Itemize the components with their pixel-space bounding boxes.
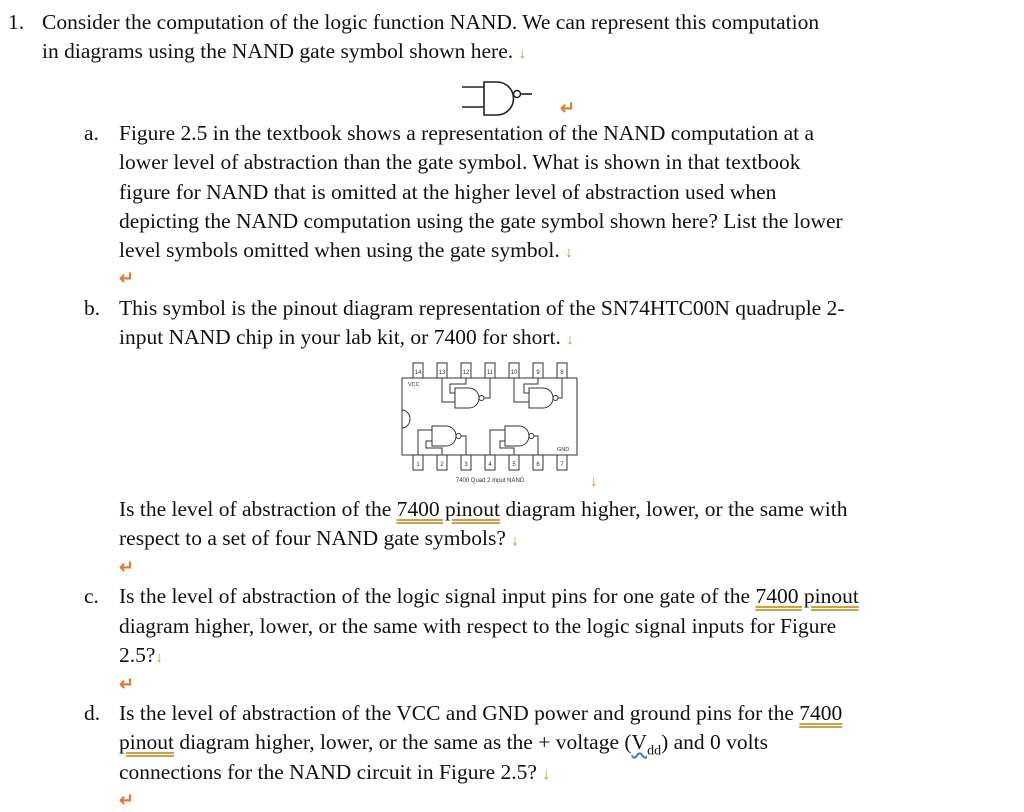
text: Is the level of abstraction of the VCC and GND power and ground pins for the (119, 701, 800, 725)
nand-gate (529, 388, 553, 408)
down-arrow-icon: ↓ (565, 245, 573, 261)
text: respect to a set of four NAND gate symbols? (119, 526, 506, 550)
text: ) and 0 volts (661, 730, 768, 754)
pin-label: 12 (462, 370, 470, 376)
text: level symbols omitted when using the gate symbol. (119, 238, 560, 262)
down-arrow-icon: ↓ (518, 46, 527, 62)
question-line: Consider the computation of the logic function NAND. We can represent this computation (42, 10, 820, 34)
part-d-line (119, 760, 550, 787)
nand-bubble (553, 396, 558, 401)
nand-gate (455, 388, 479, 408)
return-icon: ↵ (119, 674, 135, 694)
pin-label: 9 (536, 370, 540, 376)
part-d-letter: d. (84, 701, 101, 725)
vcc-label: VCC (408, 382, 420, 388)
nand-bubble (456, 434, 461, 439)
pin-label: 6 (536, 462, 540, 468)
pin-label: 5 (512, 462, 516, 468)
pin-label: 13 (438, 370, 446, 376)
text: V (631, 730, 648, 754)
pin-label: 10 (510, 370, 518, 376)
down-arrow-icon: ↓ (155, 650, 163, 666)
text: Is the level of abstraction of the (119, 497, 397, 521)
part-c-line (119, 643, 163, 670)
down-arrow-icon: ↓ (566, 332, 574, 348)
down-arrow-icon: ↓ (590, 474, 598, 490)
text: connections for the NAND circuit in Figure 2.5? (119, 760, 537, 784)
chip-wiring (418, 378, 562, 455)
pin-label: 2 (440, 462, 444, 468)
nand-bubble (479, 396, 484, 401)
part-a-line: figure for NAND that is omitted at the higher level of abstraction used when (119, 180, 777, 204)
pin-label: 14 (414, 370, 422, 376)
part-b-question (119, 497, 848, 521)
text: diagram higher, lower, or the same as the + voltage ( (173, 730, 632, 754)
part-a-line: depicting the NAND computation using the gate symbol shown here? List the lower (119, 209, 843, 233)
pin-label: 3 (464, 462, 468, 468)
chip-caption: 7400 Quad 2 Input NAND (455, 478, 525, 484)
down-arrow-icon: ↓ (511, 533, 519, 549)
pin-label: 11 (486, 370, 494, 376)
pin-label: 1 (416, 462, 420, 468)
part-b-question (119, 526, 519, 553)
text: Is the level of abstraction of the logic signal input pins for one gate of the (119, 584, 756, 608)
text: in diagrams using the NAND gate symbol shown here. (42, 39, 514, 63)
part-c-letter: c. (84, 584, 99, 608)
text: 7400 (799, 701, 843, 725)
pinout-diagram-7400 (400, 355, 580, 485)
down-arrow-icon: ↓ (542, 767, 550, 783)
return-icon: ↵ (119, 268, 135, 288)
text: pinout (119, 730, 174, 754)
text: 2.5? (119, 643, 156, 667)
nand-bubble (529, 434, 534, 439)
pin-label: 4 (488, 462, 492, 468)
text: diagram higher, lower, or the same with (499, 497, 848, 521)
text: 7400 pinout (755, 584, 859, 608)
vdd (631, 730, 662, 759)
part-a-line (119, 238, 573, 265)
return-icon: ↵ (119, 790, 135, 810)
chip-notch (402, 410, 410, 428)
part-d-line (119, 730, 768, 763)
part-b-line: This symbol is the pinout diagram representation of the SN74HTC00N quadruple 2- (119, 296, 845, 320)
question-line (42, 39, 526, 66)
part-b-letter: b. (84, 296, 101, 320)
pin-label: 8 (560, 370, 564, 376)
nand-gate (432, 426, 456, 446)
text: 7400 pinout (396, 497, 500, 521)
nand-gate (505, 426, 529, 446)
part-c-line: diagram higher, lower, or the same with respect to the logic signal inputs for Figure (119, 614, 837, 638)
part-c-line (119, 584, 859, 608)
gnd-label: GND (557, 447, 570, 453)
text: dd (647, 743, 662, 759)
part-a-letter: a. (84, 121, 99, 145)
return-icon: ↵ (560, 98, 576, 118)
question-number: 1. (8, 10, 25, 34)
return-icon: ↵ (119, 557, 135, 577)
part-a-line: lower level of abstraction than the gate symbol. What is shown in that textbook (119, 150, 801, 174)
pin-label: 7 (560, 462, 564, 468)
part-a-line: Figure 2.5 in the textbook shows a representation of the NAND computation at a (119, 121, 815, 145)
part-b-line (119, 325, 574, 352)
part-d-line (119, 701, 842, 725)
text: input NAND chip in your lab kit, or 7400 for short. (119, 325, 561, 349)
